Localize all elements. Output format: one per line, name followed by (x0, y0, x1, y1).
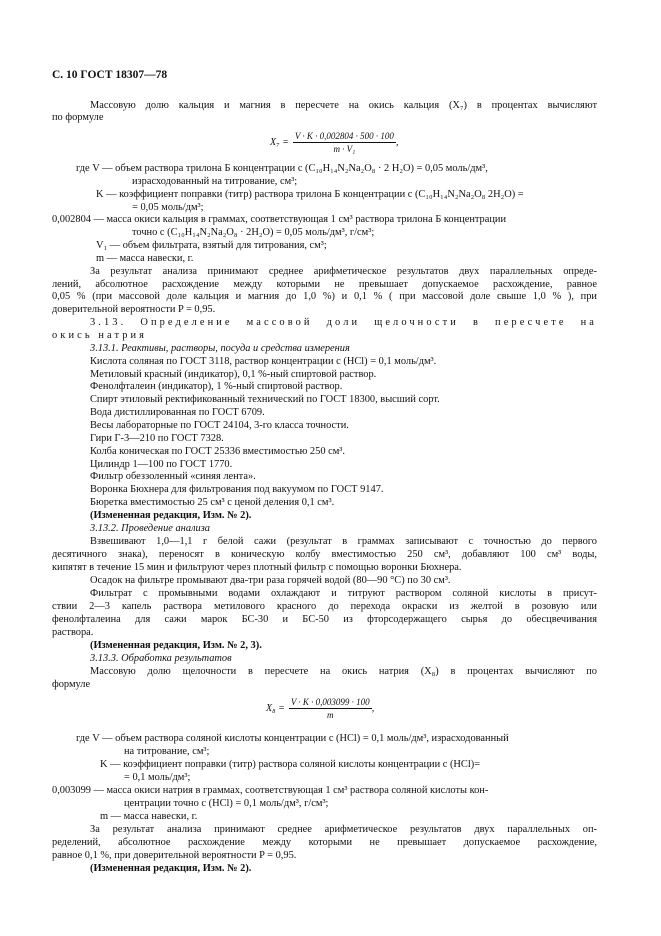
paragraph-line: Массовую долю щелочности в пересчете на окись натрия (X₈) в процентах вычисляют по (90, 666, 597, 677)
revision-note: (Измененная редакция, Изм. № 2). (90, 863, 252, 874)
definition-line: = 0,05 моль/дм³; (132, 202, 204, 213)
formula-fraction (293, 131, 396, 154)
paragraph-line: десятичного знака), переносят в коническую колбу вместимостью 250 см³, добавляют 100 см³ воды, (52, 549, 597, 560)
paragraph-line: доверительной вероятности P = 0,95. (52, 304, 216, 315)
list-item: Фенолфталеин (индикатор), 1 %-ный спиртовой раствор. (90, 381, 343, 392)
list-item: Метиловый красный (индикатор), 0,1 %-ный спиртовой раствор. (90, 369, 377, 380)
formula-tail: , (395, 136, 399, 148)
definition-line: где V — объем раствора соляной кислоты концентрации c (HCl) = 0,1 моль/дм³, израсходованный (76, 733, 509, 744)
paragraph-line: по формуле (52, 112, 104, 123)
definition-line: точно c (C₁₀H₁₄N₂Na₂O₈ · 2H₂O) = 0,05 моль/дм³, г/см³; (132, 227, 375, 238)
list-item: Кислота соляная по ГОСТ 3118, раствор концентрации c (HCl) = 0,1 моль/дм³. (90, 356, 437, 367)
formula-denominator: m (327, 710, 334, 720)
paragraph-line: раствора. (52, 627, 94, 638)
subsection-heading: 3.13.3. Обработка результатов (90, 653, 232, 664)
list-item: Весы лабораторные по ГОСТ 24104, 3-го класса точности. (90, 420, 349, 431)
formula-x8 (266, 697, 374, 720)
list-item: Спирт этиловый ректификованный технический по ГОСТ 18300, высший сорт. (90, 394, 440, 405)
paragraph-line: лений, абсолютное расхождение между которыми не превышает допускаемое расхождение, равное (52, 279, 597, 290)
definition-line: центрации точно c (HCl) = 0,1 моль/дм³, г/см³; (124, 798, 329, 809)
list-item: Фильтр обеззоленный «синяя лента». (90, 471, 256, 482)
definition-line: K — коэффициент поправки (титр) раствора соляной кислоты концентрации c (HCl)= (100, 759, 481, 770)
formula-denominator: m · V₁ (333, 144, 356, 154)
definition-line: израсходованный на титрование, см³; (132, 176, 298, 187)
formula-numerator: V · K · 0,003099 · 100 (290, 697, 370, 707)
paragraph-line: ределений, абсолютное расхождение между которыми не превышает допускаемое расхождение, (52, 837, 597, 848)
list-item: Цилиндр 1—100 по ГОСТ 1770. (90, 459, 233, 470)
paragraph-line: 0,05 % (при массовой доле кальция и магния до 1,0 %) и 0,1 % ( при массовой доле свыше 1,0 % ), при (52, 291, 597, 302)
definition-line: K — коэффициент поправки (титр) раствора трилона Б концентрации c (C₁₀H₁₄N₂Na₂O₈ 2H₂O) = (96, 189, 524, 200)
paragraph-line: формуле (52, 679, 91, 690)
definition-line: m — масса навески, г. (100, 811, 198, 822)
list-item: Бюретка вместимостью 25 см³ с ценой деления 0,1 см³. (90, 497, 335, 508)
revision-note: (Измененная редакция, Изм. № 2). (90, 510, 252, 521)
definition-line: 0,003099 — масса окиси натрия в граммах, соответствующая 1 см³ раствора соляной кислоты кон- (52, 785, 489, 796)
formula-fraction (289, 697, 372, 720)
paragraph-line: Массовую долю кальция и магния в пересчете на окись кальция (X₇) в процентах вычисляют (90, 100, 597, 111)
page-header: С. 10 ГОСТ 18307—78 (52, 69, 168, 81)
paragraph-line: За результат анализа принимают среднее арифметическое результатов двух параллельных опреде- (90, 266, 597, 277)
list-item: Воронка Бюхнера для фильтрования под вакуумом по ГОСТ 9147. (90, 484, 384, 495)
list-item: Вода дистиллированная по ГОСТ 6709. (90, 407, 265, 418)
formula-lhs: X₈ = (266, 703, 285, 714)
paragraph-line: Осадок на фильтре промывают два-три раза горячей водой (80—90 °С) по 30 см³. (90, 575, 451, 586)
paragraph-line: Взвешивают 1,0—1,1 г белой сажи (результат в граммах записывают с точностью до первого (90, 536, 597, 547)
formula-x7 (270, 131, 398, 154)
paragraph-line: ствии 2—3 капель раствора метилового красного до перехода окраски из желтой в розовую или (52, 601, 597, 612)
subsection-heading: 3.13.2. Проведение анализа (90, 523, 211, 534)
section-heading: 3.13. Определение массовой доли щелочности в пересчете на (90, 317, 597, 328)
definition-line: где V — объем раствора трилона Б концентрации c (C₁₀H₁₄N₂Na₂O₈ · 2 H₂O) = 0,05 моль/дм³, (76, 163, 488, 174)
definition-line: 0,002804 — масса окиси кальция в граммах, соответствующая 1 см³ раствора трилона Б концентрации (52, 214, 507, 225)
formula-lhs: X₇ = (270, 137, 289, 148)
definition-line: на титрование, см³; (124, 746, 210, 757)
list-item: Колба коническая по ГОСТ 25336 вместимостью 250 см³. (90, 446, 346, 457)
formula-numerator: V · K · 0,002804 · 500 · 100 (294, 131, 394, 141)
paragraph-line: Фильтрат с промывными водами охлаждают и титруют раствором соляной кислоты в присут- (90, 588, 597, 599)
paragraph-line: фенолфталеина для сажи марок БС-30 и БС-50 из фторсодержащего сырья до обесцвечивания (52, 614, 597, 625)
subsection-heading: 3.13.1. Реактивы, растворы, посуда и средства измерения (90, 343, 350, 354)
section-heading: окись натрия (52, 330, 148, 341)
paragraph-line: кипятят в течение 15 мин и фильтруют через плотный фильтр с помощью воронки Бюхнера. (52, 562, 462, 573)
paragraph-line: За результат анализа принимают среднее арифметическое результатов двух параллельных оп- (90, 824, 597, 835)
definition-line: = 0,1 моль/дм³; (124, 772, 191, 783)
definition-line: m — масса навески, г. (96, 253, 194, 264)
revision-note: (Измененная редакция, Изм. № 2, 3). (90, 640, 262, 651)
paragraph-line: равное 0,1 %, при доверительной вероятности P = 0,95. (52, 850, 297, 861)
formula-tail: , (371, 702, 375, 714)
definition-line: V₁ — объем фильтрата, взятый для титрования, см³; (96, 240, 327, 251)
list-item: Гири Г-3—210 по ГОСТ 7328. (90, 433, 224, 444)
